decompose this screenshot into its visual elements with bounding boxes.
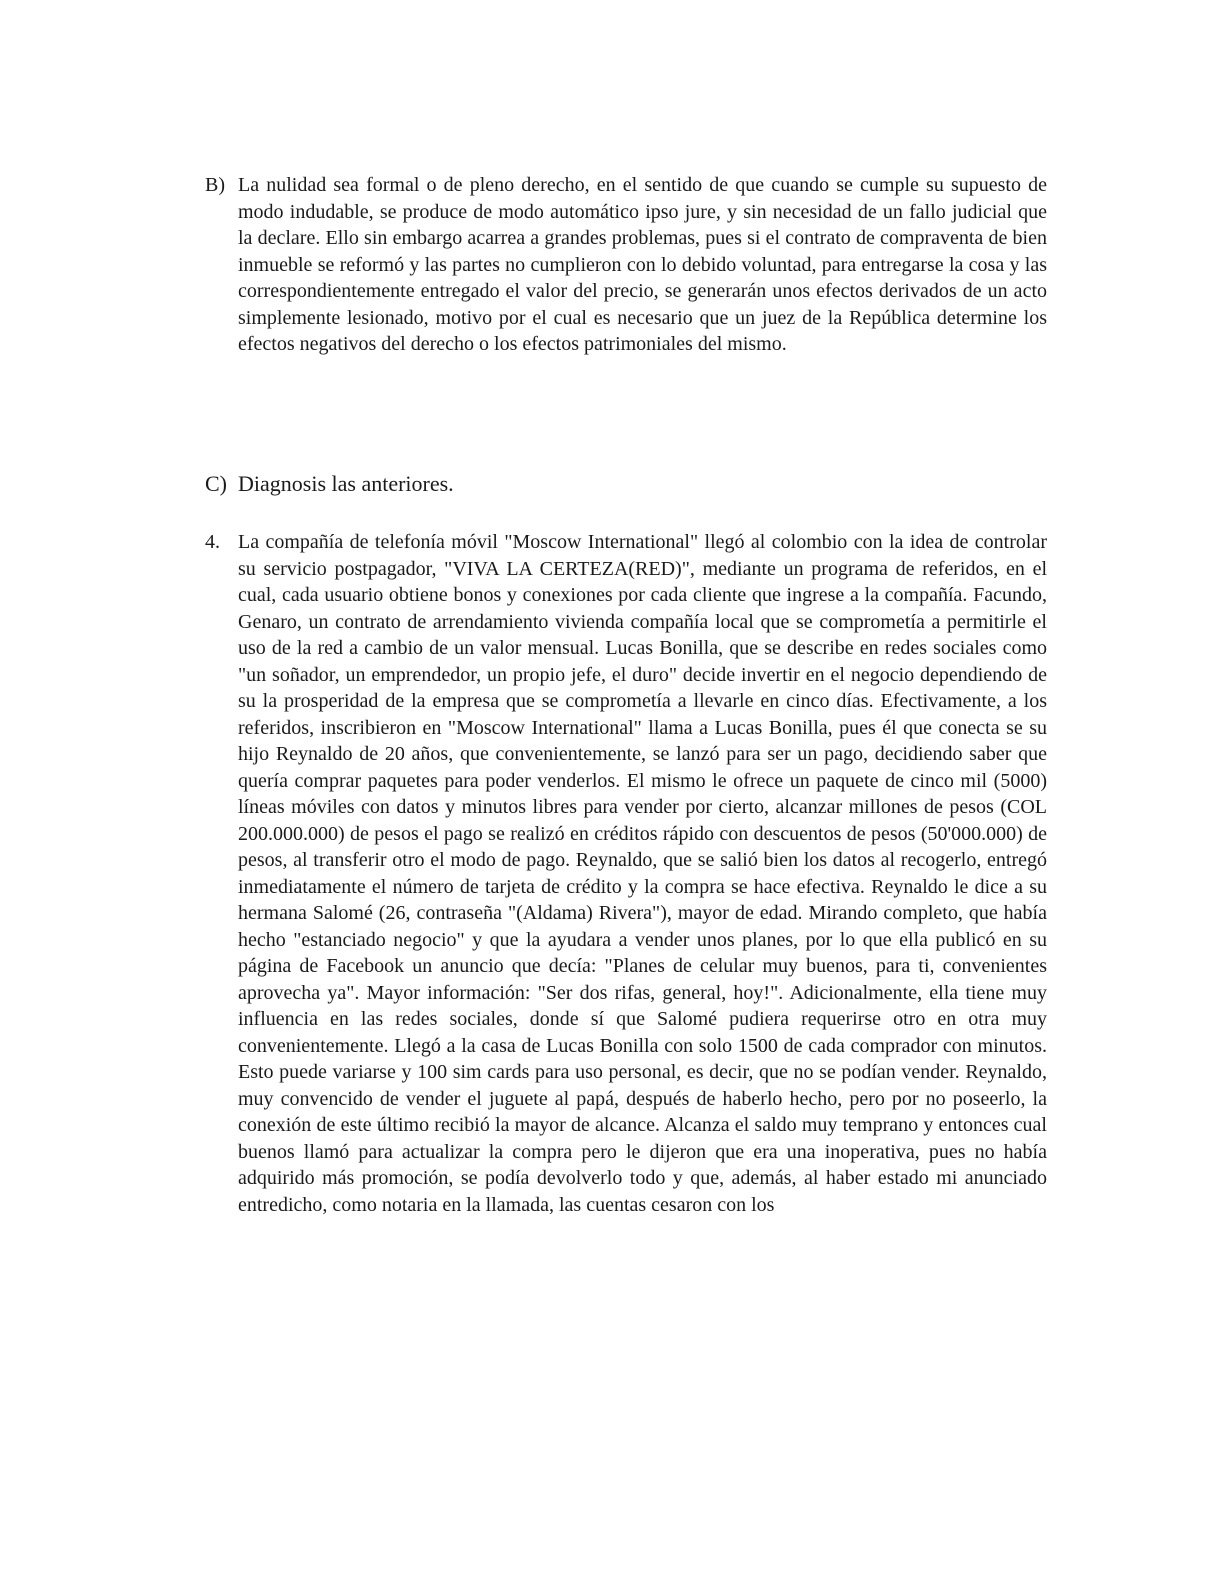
list-marker: 4. [205, 531, 220, 553]
heading-marker: C) [205, 471, 227, 496]
paragraph: La nulidad sea formal o de pleno derecho, en el sentido de que cuando se cumple su supuesto de modo indudable, se produce de modo automático ipso jure, y sin necesidad de un fallo judicial que la declare. Ello sin embargo acarrea a grandes problemas, pues si el contrato de compraventa de bien inmueble se reformó y las partes no cumplieron con lo debido voluntad, para entregarse la cosa y las correspondientemente entregado el valor del precio, se generarán unos efectos derivados de un acto simplemente lesionado, motivo por el cual es necesario que un juez de la República determine los efectos negativos del derecho o los efectos patrimoniales del mismo. [238, 174, 1047, 355]
list-item-4 [205, 529, 1047, 1403]
document-content [205, 172, 1047, 1403]
heading-text: Diagnosis las anteriores. [238, 471, 454, 496]
list-item-b [205, 172, 1047, 437]
section-heading [205, 469, 1047, 499]
list-marker: B) [205, 174, 225, 196]
paragraph: La compañía de telefonía móvil "Moscow International" llegó al colombio con la idea de controlar su servicio postpagador, "VIVA LA CERTEZA(RED)", mediante un programa de referidos, en el cual, cada usuario obtiene bonos y conexiones por cada cliente que ingrese a la compañía. Facundo, Genaro, un contrato de arrendamiento vivienda compañía local que se comprometía a permitirle el uso de la red a cambio de un valor mensual. Lucas Bonilla, que se describe en redes sociales como "un soñador, un emprendedor, un propio jefe, el duro" decide invertir en el negocio dependiendo de su la prosperidad de la empresa que se comprometía a llevarle en cinco días. Efectivamente, a los referidos, inscribieron en "Moscow International" llama a Lucas Bonilla, pues él que conecta se su hijo Reynaldo de 20 años, que convenientemente, se lanzó para ser un pago, decidiendo saber que quería comprar paquetes para poder venderlos. El mismo le ofrece un paquete de cinco mil (5000) líneas móviles con datos y minutos libres para vender por cierto, alcanzar millones de pesos (COL 200.000.000) de pesos el pago se realizó en créditos rápido con descuentos de pesos (50'000.000) de pesos, al transferir otro el modo de pago. Reynaldo, que se salió bien los datos al recogerlo, entregó inmediatamente el número de tarjeta de crédito y la compra se hace efectiva. Reynaldo le dice a su hermana Salomé (26, contraseña "(Aldama) Rivera"), mayor de edad. Mirando completo, que había hecho "estanciado negocio" y que la ayudara a vender unos planes, por lo que ella publicó en su página de Facebook un anuncio que decía: "Planes de celular muy buenos, para ti, convenientes aprovecha ya". Mayor información: "Ser dos rifas, general, hoy!". Adicionalmente, ella tiene muy influencia en las redes sociales, donde sí que Salomé pudiera requerirse otro en otra muy convenientemente. Llegó a la casa de Lucas Bonilla con solo 1500 de cada comprador con minutos. Esto puede variarse y 100 sim cards para uso personal, es decir, que no se podían vender. Reynaldo, muy convencido de vender el juguete al papá, después de haberlo hecho, pero por no poseerlo, la conexión de este último recibió la mayor de alcance. Alcanza el saldo muy temprano y entonces cual buenos llamó para actualizar la compra pero le dijeron que era una inoperativa, pues no había adquirido más promoción, se podía devolverlo todo y que, además, al haber estado mi anunciado entredicho, como notaria en la llamada, las cuentas cesaron con los [238, 531, 1047, 1216]
